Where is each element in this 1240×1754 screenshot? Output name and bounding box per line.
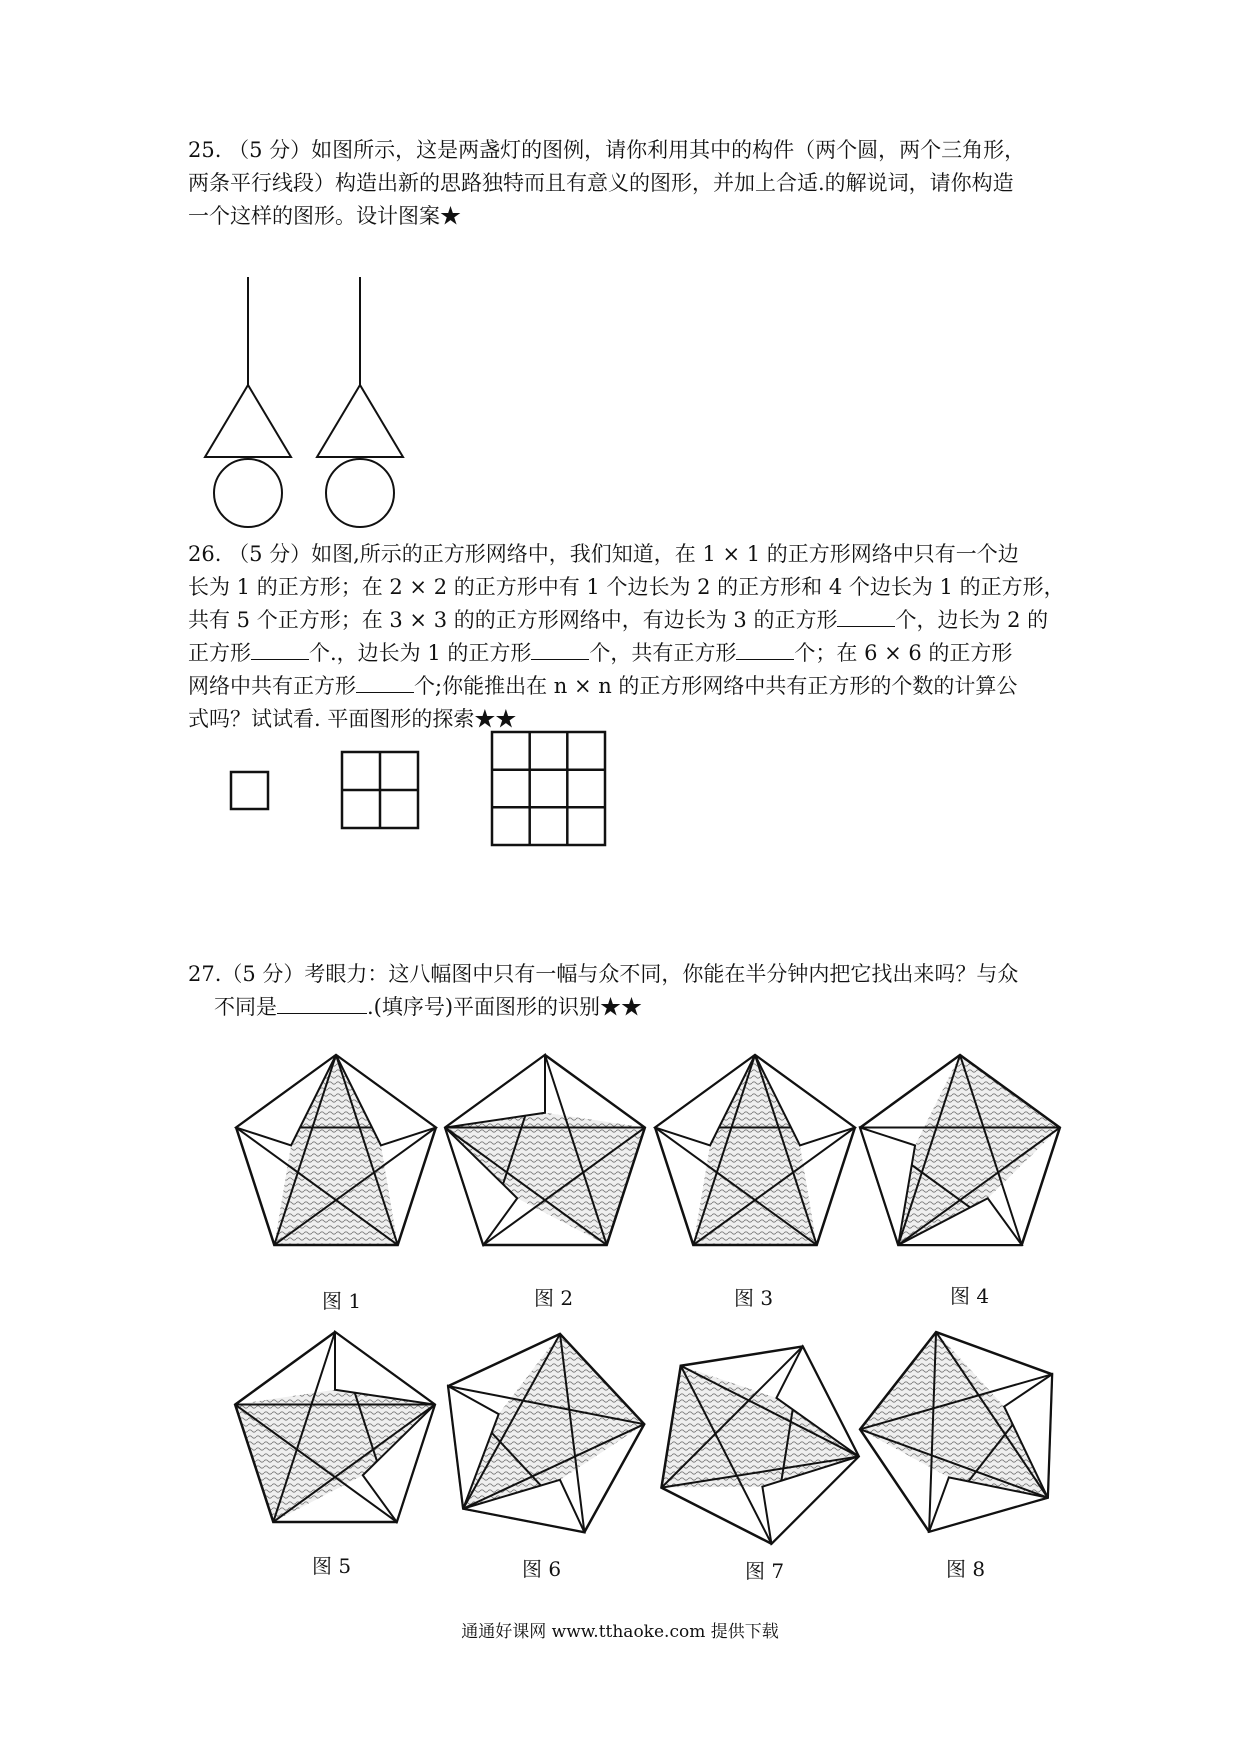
figure-caption-1: 图 1 xyxy=(322,1289,362,1313)
pentagon-figure-4 xyxy=(860,1055,1060,1245)
figure-caption-6: 图 6 xyxy=(522,1557,562,1581)
pentagon-figure-1 xyxy=(236,1055,436,1245)
q26-line-4: 正方形 个.，边长为 1 的正方形 个，共有正方形 个；在 6 × 6 的正方形 xyxy=(188,637,1058,670)
q27-line-1: 27.（5 分）考眼力：这八幅图中只有一幅与众不同，你能在半分钟内把它找出来吗？与众 xyxy=(188,962,1019,986)
pentagon-figure-2 xyxy=(445,1055,645,1245)
q26-line-3: 共有 5 个正方形；在 3 × 3 的的正方形网络中，有边长为 3 的正方形 个，边长为 2 的 xyxy=(188,604,1058,637)
pentagon-figure-7 xyxy=(661,1346,858,1543)
pentagon-figure-5 xyxy=(235,1332,435,1522)
page-footer: 通通好课网 www.tthaoke.com 提供下载 xyxy=(461,1622,779,1642)
q25-line-2: 两条平行线段）构造出新的思路独特而且有意义的图形，并加上合适.的解说词，请你构造 xyxy=(188,171,1014,195)
figure-caption-2: 图 2 xyxy=(534,1286,574,1310)
figure-caption-8: 图 8 xyxy=(946,1557,986,1581)
q26-line-1: 26. （5 分）如图,所示的正方形网络中，我们知道，在 1 × 1 的正方形网络中只有一个边 xyxy=(188,542,1019,566)
q26-line-6: 式吗？试试看. 平面图形的探索★★ xyxy=(188,707,517,731)
q25-line-3: 一个这样的图形。设计图案★ xyxy=(188,204,461,228)
q25-line-1: 25. （5 分）如图所示，这是两盏灯的图例，请你利用其中的构件（两个圆，两个三角形， xyxy=(188,138,1026,162)
pentagon-figure-6 xyxy=(448,1334,644,1532)
figure-caption-7: 图 7 xyxy=(745,1559,785,1583)
q26-line-2: 长为 1 的正方形；在 2 × 2 的正方形中有 1 个边长为 2 的正方形和 4 个边长为 1 的正方形， xyxy=(188,575,1065,599)
figure-caption-3: 图 3 xyxy=(734,1286,774,1310)
figure-caption-4: 图 4 xyxy=(950,1284,990,1308)
figure-caption-5: 图 5 xyxy=(312,1554,352,1578)
pentagon-figure-8 xyxy=(860,1332,1052,1532)
q26-line-5: 网络中共有正方形 个;你能推出在 n × n 的正方形网络中共有正方形的个数的计算公 xyxy=(188,670,1058,703)
pentagon-figure-3 xyxy=(655,1055,855,1245)
q27-line-2: 不同是 .(填序号)平面图形的识别★★ xyxy=(188,991,1058,1024)
